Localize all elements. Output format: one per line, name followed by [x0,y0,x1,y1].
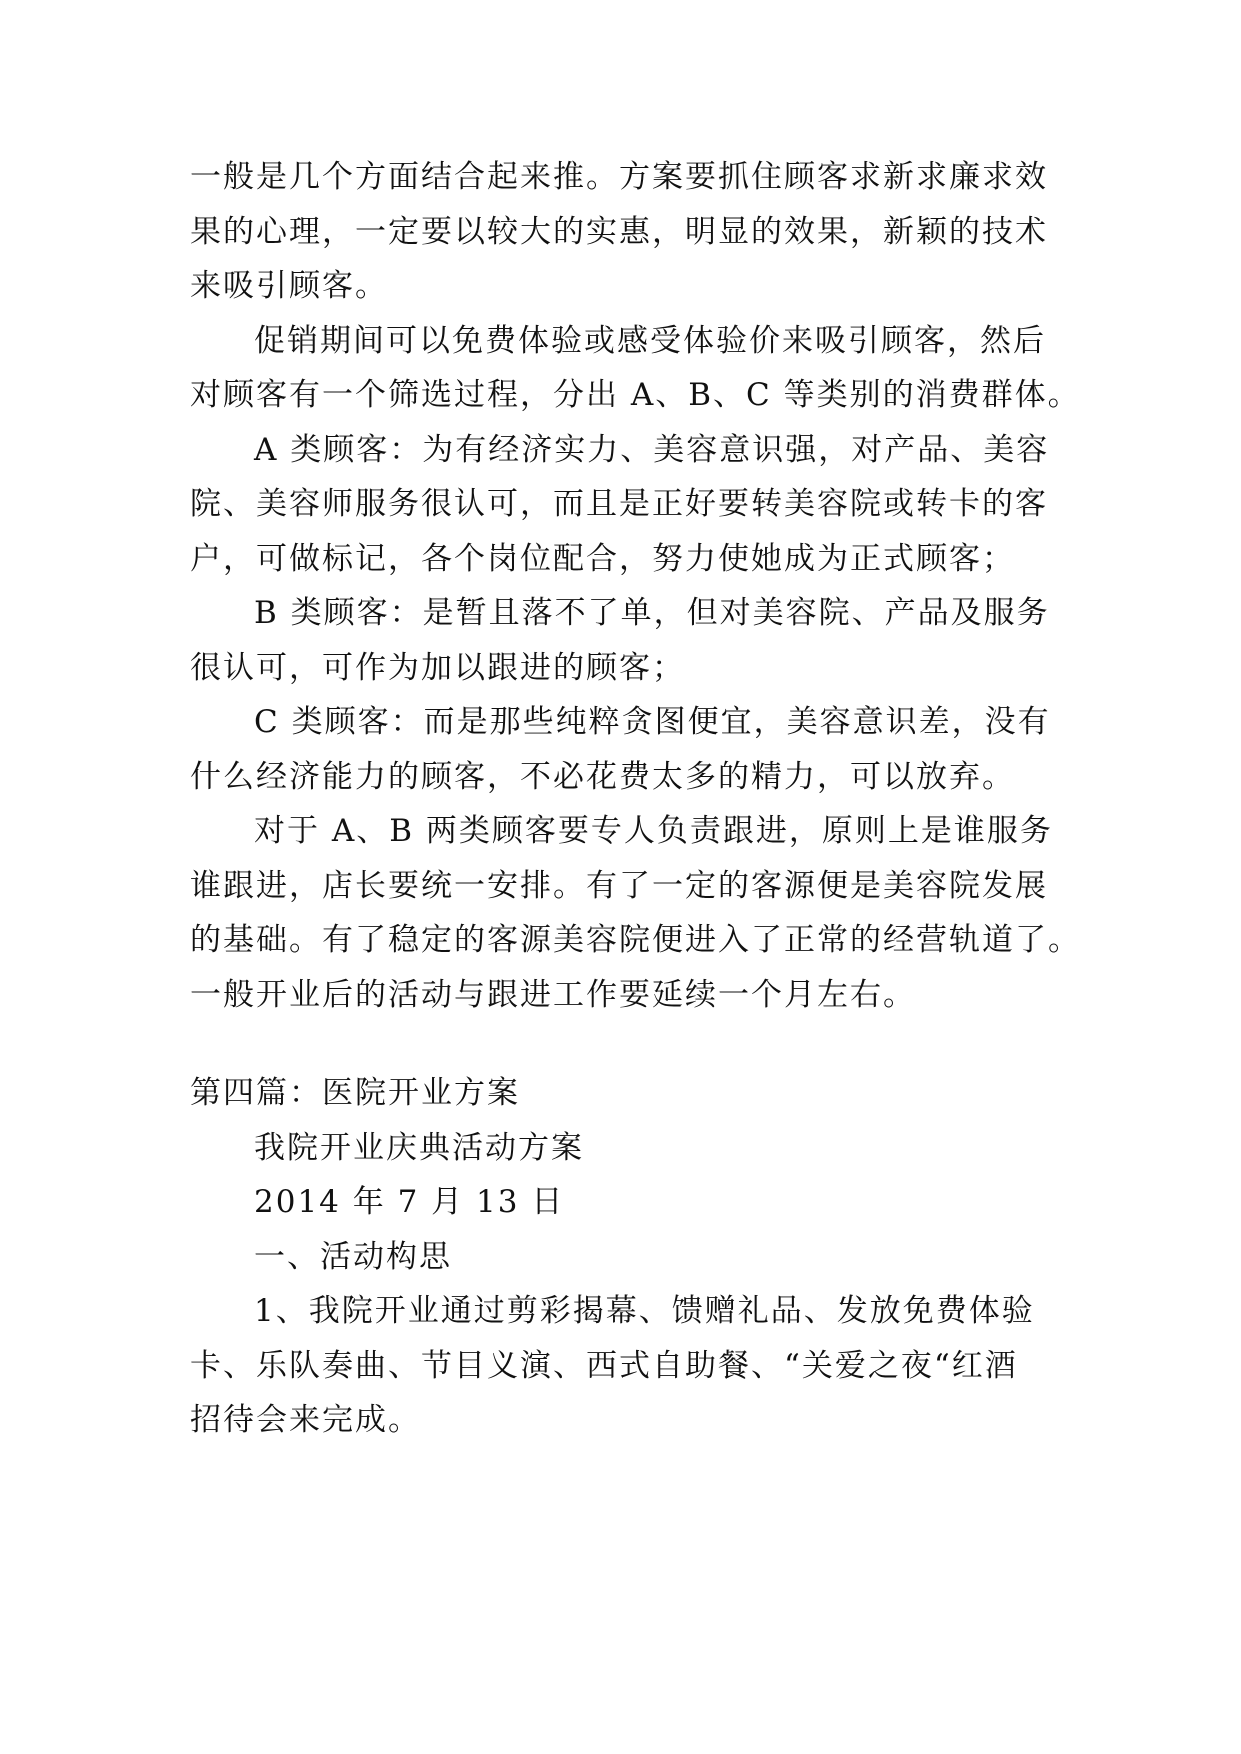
text-line: 对顾客有一个筛选过程，分出 A、B、C 等类别的消费群体。 [190,377,1081,413]
text-line: B 类顾客：是暂且落不了单，但对美容院、产品及服务 [254,595,1050,631]
text-line: 招待会来完成。 [190,1402,421,1438]
document-body [190,150,1081,1448]
text-line: 什么经济能力的顾客，不必花费太多的精力，可以放弃。 [190,758,1015,795]
text-line: 第四篇：医院开业方案 [190,1075,520,1111]
text-line: A 类顾客：为有经济实力、美容意识强，对产品、美容 [254,431,1050,468]
text-line: 院、美容师服务很认可，而且是正好要转美容院或转卡的客 [190,486,1048,522]
text-line: 的基础。有了稳定的客源美容院便进入了正常的经营轨道了。 [190,922,1081,958]
text-line: 很认可，可作为加以跟进的顾客； [190,649,685,686]
section-spacer [190,1022,1066,1066]
text-line: 促销期间可以免费体验或感受体验价来吸引顾客，然后 [254,322,1046,359]
text-line: 一般开业后的活动与跟进工作要延续一个月左右。 [190,976,916,1013]
text-line: 一般是几个方面结合起来推。方案要抓住顾客求新求廉求效 [190,159,1048,195]
text-line: 我院开业庆典活动方案 [254,1129,584,1166]
text-line: 卡、乐队奏曲、节目义演、西式自助餐、“关爱之夜“红酒 [190,1347,1018,1384]
text-line: 果的心理，一定要以较大的实惠，明显的效果，新颖的技术 [190,213,1048,250]
body-section-promotion [190,150,1081,1022]
text-line: 户，可做标记，各个岗位配合，努力使她成为正式顾客； [190,540,1015,577]
text-line: 一、活动构思 [254,1238,452,1275]
text-line: 对于 A、B 两类顾客要专人负责跟进，原则上是谁服务 [254,813,1053,849]
text-line: 1、我院开业通过剪彩揭幕、馈赠礼品、发放免费体验 [254,1293,1035,1329]
text-line: C 类顾客：而是那些纯粹贪图便宜，美容意识差，没有 [254,704,1051,740]
text-line: 来吸引顾客。 [190,268,388,304]
body-section-hospital-opening [190,1066,1066,1448]
text-line: 2014 年 7 月 13 日 [254,1184,565,1220]
text-line: 谁跟进，店长要统一安排。有了一定的客源便是美容院发展 [190,867,1048,904]
